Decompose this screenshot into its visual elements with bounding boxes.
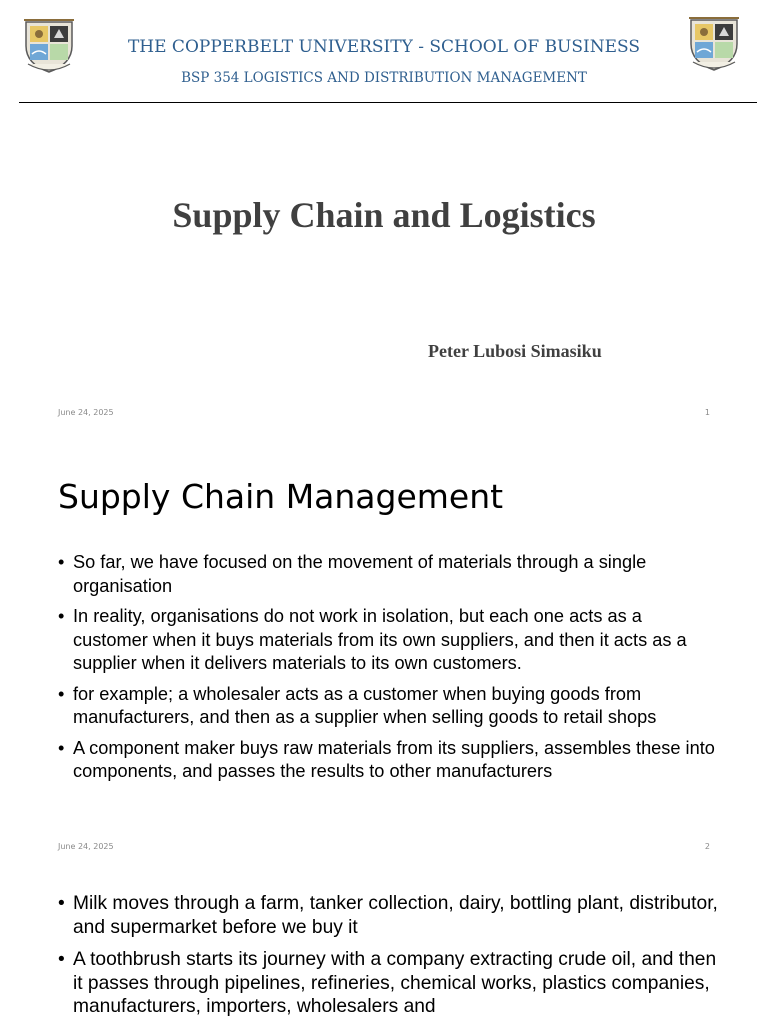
list-item: • So far, we have focused on the movement of materials through a single organisation [58, 552, 647, 596]
list-item: • Milk moves through a farm, tanker collection, dairy, bottling plant, distributor, and supermarket before we buy it [58, 893, 718, 938]
bullet-icon: • [58, 606, 65, 626]
list-item: • A toothbrush starts its journey with a company extracting crude oil, and then it passes through pipelines, refineries, chemical works, plastics companies, manufacturers, importers, wholesalers and [58, 949, 717, 1017]
list-item: • for example; a wholesaler acts as a customer when buying goods from manufacturers, and then as a supplier when selling goods to retail shops [58, 683, 657, 727]
author-name: Peter Lubosi Simasiku [428, 341, 602, 361]
list-item: • In reality, organisations do not work in isolation, but each one acts as a customer when it buys materials from its own suppliers, and then it acts as a supplier when it delivers materials to its own customers. [58, 606, 687, 673]
bullet-list [58, 892, 718, 1028]
slide-number: 2 [704, 842, 710, 851]
slide-3 [0, 868, 768, 1024]
header-divider [19, 102, 757, 103]
slide-1 [0, 0, 768, 434]
bullet-icon: • [58, 737, 65, 758]
footer-date: June 24, 2025 [58, 408, 114, 417]
university-name: THE COPPERBELT UNIVERSITY - SCHOOL OF BUSINESS [127, 37, 641, 57]
list-item: • A component maker buys raw materials from its suppliers, assembles these into components, and passes the results to other manufacturers [58, 737, 715, 781]
course-name: BSP 354 LOGISTICS AND DISTRIBUTION MANAGEMENT [181, 70, 587, 86]
slide-number: 1 [704, 408, 710, 417]
bullet-icon: • [58, 893, 65, 914]
bullet-icon: • [58, 949, 65, 970]
slide-title: Supply Chain and Logistics [172, 195, 596, 235]
footer-date: June 24, 2025 [58, 842, 114, 851]
slide-2 [0, 434, 768, 868]
bullet-list [58, 551, 718, 791]
slide-title: Supply Chain Management [58, 477, 504, 516]
bullet-icon: • [58, 552, 65, 572]
bullet-icon: • [58, 683, 65, 704]
